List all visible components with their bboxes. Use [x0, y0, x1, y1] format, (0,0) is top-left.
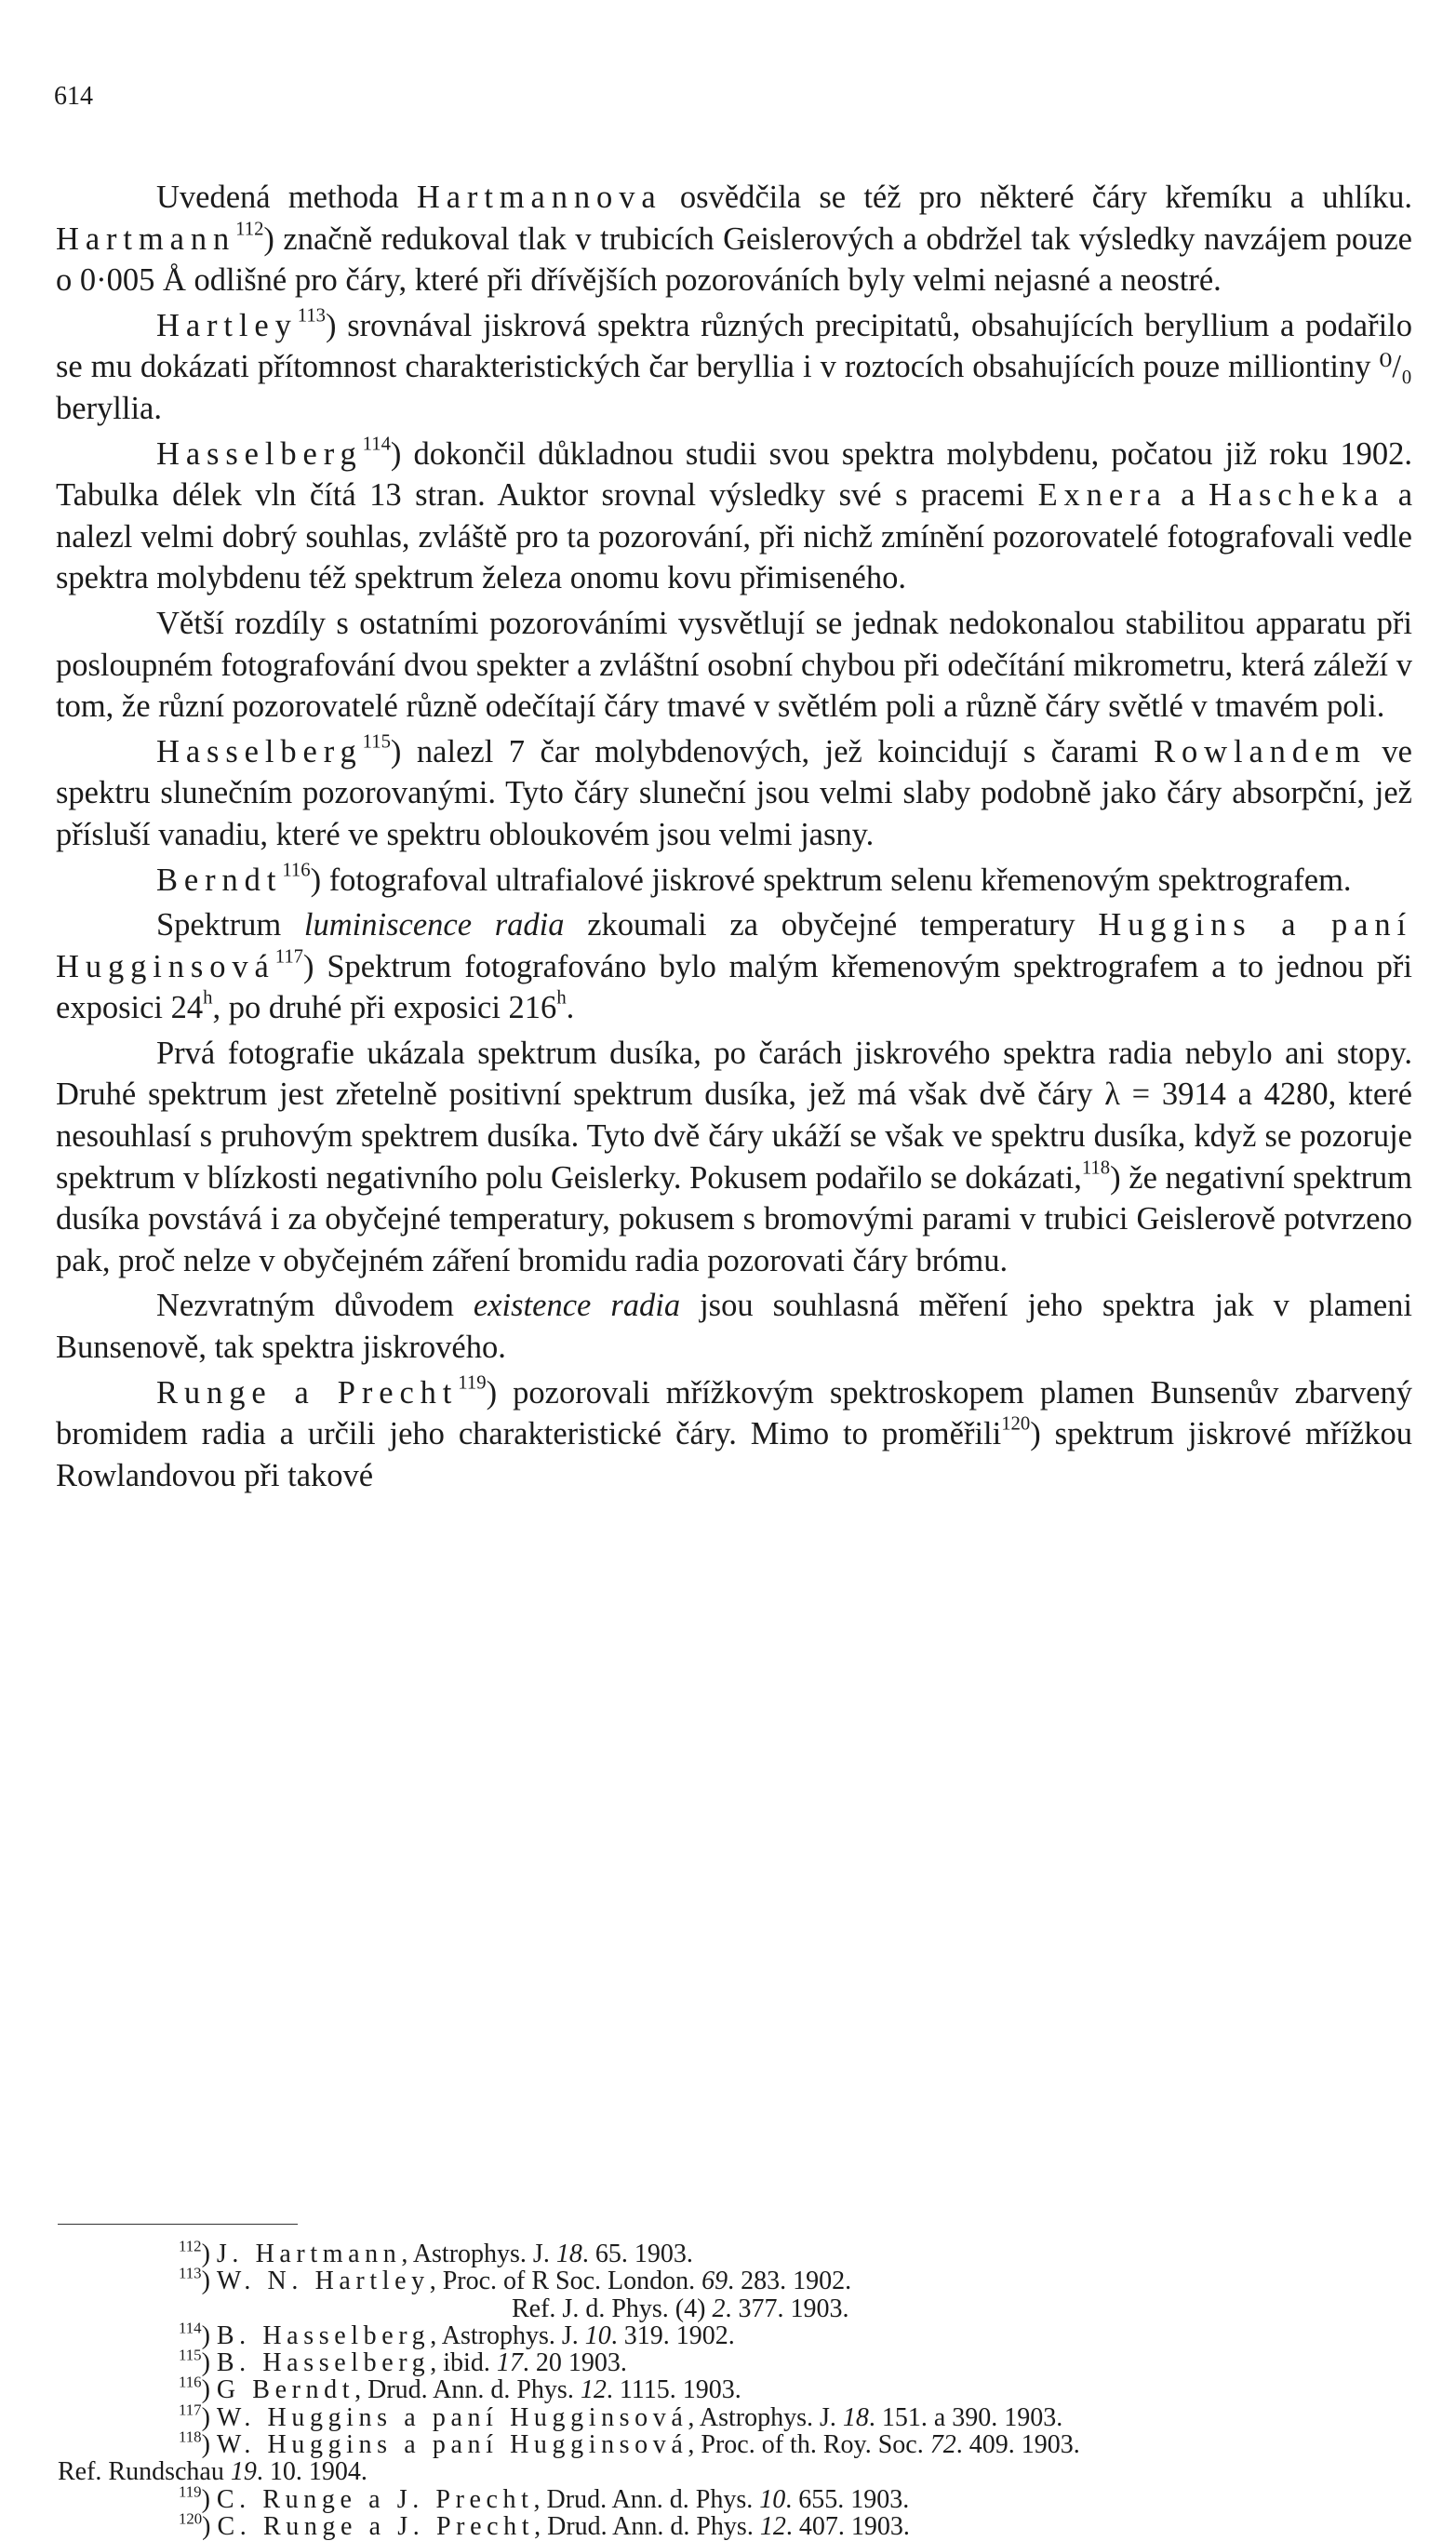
footnote-118: $^{118}$) W. Huggins a paní Hugginsová, Proc. of th. Roy. Soc. 72. 409. 1903. — [179, 2427, 1080, 2460]
paragraph-hartley: Hartley$^{113}$) srovnával jiskrová spektra různých precipitatů, obsahujících beryllium a podařilo se mu dokázati přítomnost charakteristických čar beryllia i v roztocích obsahujících pouze milliontiny ⁰/₀ beryllia. — [56, 305, 1412, 426]
footnote-119: $^{119}$) C. Runge a J. Precht, Drud. Ann. d. Phys. 10. 655. 1903. — [179, 2481, 910, 2514]
paragraph-runge-precht: Runge a Precht$^{119}$) pozorovali mřížkovým spektroskopem plamen Bunsenův zbarvený bromidem radia a určili jeho charakteristické čáry. Mimo to proměřili$^{120}$) spektrum jiskrové mřížkou Rowlandovou při takové — [56, 1372, 1412, 1493]
body-text — [56, 177, 1412, 1496]
author-name: Runge a Precht — [156, 1374, 459, 1411]
paragraph-hartmann: Uvedená methoda Hartmannova osvědčila se též pro některé čáry křemíku a uhlíku. Hartmann$^{112}$) značně redukoval tlak v trubicích Geislerových a obdržel tak výsledky navzájem pouze o 0·005 Å odlišné pro čáry, které při dřívějších pozorováních byly velmi nejasné a neostré. — [56, 180, 1412, 299]
author-name: Huggins a paní Hugginsová — [56, 907, 1413, 984]
footnote-ref: 118 — [1081, 1157, 1111, 1179]
footnote-113-ref: Ref. J. d. Phys. (4) 2. 377. 1903. — [512, 2294, 849, 2323]
footnote-114: $^{114}$) B. Hasselberg, Astrophys. J. 10. 319. 1902. — [179, 2319, 735, 2350]
author-name: Hartley — [156, 307, 298, 343]
paragraph-hasselberg-solar: Hasselberg$^{115}$) nalezl 7 čar molybdenových, jež koincidují s čarami Rowlandem ve spektru slunečním pozorovanými. Tyto čáry sluneční jsou velmi slaby podobně jako čáry absorpční, jež přísluší vanadiu, které ve spektru obloukovém jsou velmi jasny. — [56, 731, 1412, 852]
author-name: Hascheka — [1208, 477, 1385, 514]
footnote-ref: 112 — [235, 219, 264, 240]
paragraph-first-photo: Prvá fotografie ukázala spektrum dusíka, po čarách jiskrového spektra radia nebylo ani stopy. Druhé spektrum jest zřetelně positivní spektrum dusíka, jež má však dvě čáry λ = 3914 a 4280, které nesouhlasí s pruhovým spektrem dusíka. Tyto dvě čáry ukáží se však ve spektru dusíka, když se pozoruje spektrum v blízkosti negativního polu Geislerky. Pokusem podařilo se dokázati,$^{118}$) že negativní spektrum dusíka povstává i za obyčejné temperatury, pokusem s bromovými parami v trubici Geislerově potvrzeno pak, proč nelze v obyčejném záření bromidu radia pozorovati čáry brómu. — [56, 1035, 1412, 1278]
footnote-ref: 114 — [362, 434, 391, 455]
paragraph-hasselberg-molybdenum: Hasselberg$^{114}$) dokončil důkladnou studii svou spektra molybdenu, počatou již roku 1902. Tabulka délek vln čítá 13 stran. Auktor srovnal výsledky své s pracemi Exnera a Hascheka a nalezl velmi dobrý souhlas, zvláště pro ta pozorování, při nichž zmínění pozorovatelé fotografovali vedle spektra molybdenu též spektrum železa onomu kovu přimiseného. — [56, 434, 1413, 596]
paragraph-berndt: Berndt$^{116}$) fotografoval ultrafialové jiskrové spektrum selenu křemenovým spektrografem. — [156, 859, 1352, 898]
footnote-ref: 116 — [282, 859, 311, 880]
author-name: Hasselberg — [156, 435, 363, 472]
footnote-ref: 117 — [274, 946, 304, 968]
author-name: Exnera — [1037, 477, 1168, 514]
footnote-112: $^{112}$) J. Hartmann, Astrophys. J. 18. 65. 1903. — [179, 2237, 693, 2268]
footnote-120: $^{120}$) C. Runge a J. Precht, Drud. Ann. d. Phys. 12. 407. 1903. — [179, 2509, 910, 2541]
footnote-divider — [58, 2224, 298, 2225]
footnote-118-cont: Ref. Rundschau 19. 10. 1904. — [58, 2457, 367, 2487]
footnotes — [58, 2237, 1416, 2541]
footnote-ref: 119 — [458, 1372, 487, 1394]
paragraph-existence: Nezvratným důvodem existence radia jsou souhlasná měření jeho spektra jak v plameni Bunsenově, tak spektra jiskrového. — [56, 1288, 1412, 1366]
footnote-117: $^{117}$) W. Huggins a paní Hugginsová, Astrophys. J. 18. 151. a 390. 1903. — [179, 2401, 1063, 2432]
author-name: Berndt — [156, 862, 283, 898]
page-number: 614 — [54, 82, 93, 111]
footnote-113: $^{113}$) W. N. Hartley, Proc. of R Soc. London. 69. 283. 1902. — [179, 2264, 852, 2296]
paragraph-differences: Větší rozdíly s ostatními pozorováními vysvětlují se jednak nedokonalou stabilitou apparatu při posloupném fotografování dvou spekter a zvláštní osobní chybou při odečítání mikrometru, která záleží v tom, že různí pozorovatelé různě odečítají čáry tmavé v světlém poli a různě čáry světlé v tmavém poli. — [56, 605, 1412, 725]
author-name: Hasselberg — [156, 733, 363, 769]
author-name: Hartmann — [56, 221, 236, 257]
italic-term: luminiscence radia — [303, 907, 565, 943]
author-name: Rowlandem — [1154, 733, 1367, 769]
footnote-ref: 115 — [362, 731, 391, 753]
footnote-115: $^{115}$) B. Hasselberg, ibid. 17. 20 1903. — [179, 2346, 627, 2378]
author-name: Hartmannova — [416, 180, 662, 215]
footnote-ref: 113 — [297, 305, 327, 327]
italic-term: existence radia — [473, 1288, 681, 1324]
footnote-116: $^{116}$) G Berndt, Drud. Ann. d. Phys. 12. 1115. 1903. — [179, 2373, 741, 2405]
paragraph-luminiscence: Spektrum luminiscence radia zkoumali za obyčejné temperatury Huggins a paní Hugginsová$^{117}$) Spektrum fotografováno bylo malým křemenovým spektrografem a to jednou při exposici 24$^h$, po druhé při exposici 216$^h$. — [56, 907, 1413, 1026]
footnote-ref: 120 — [1001, 1413, 1031, 1435]
